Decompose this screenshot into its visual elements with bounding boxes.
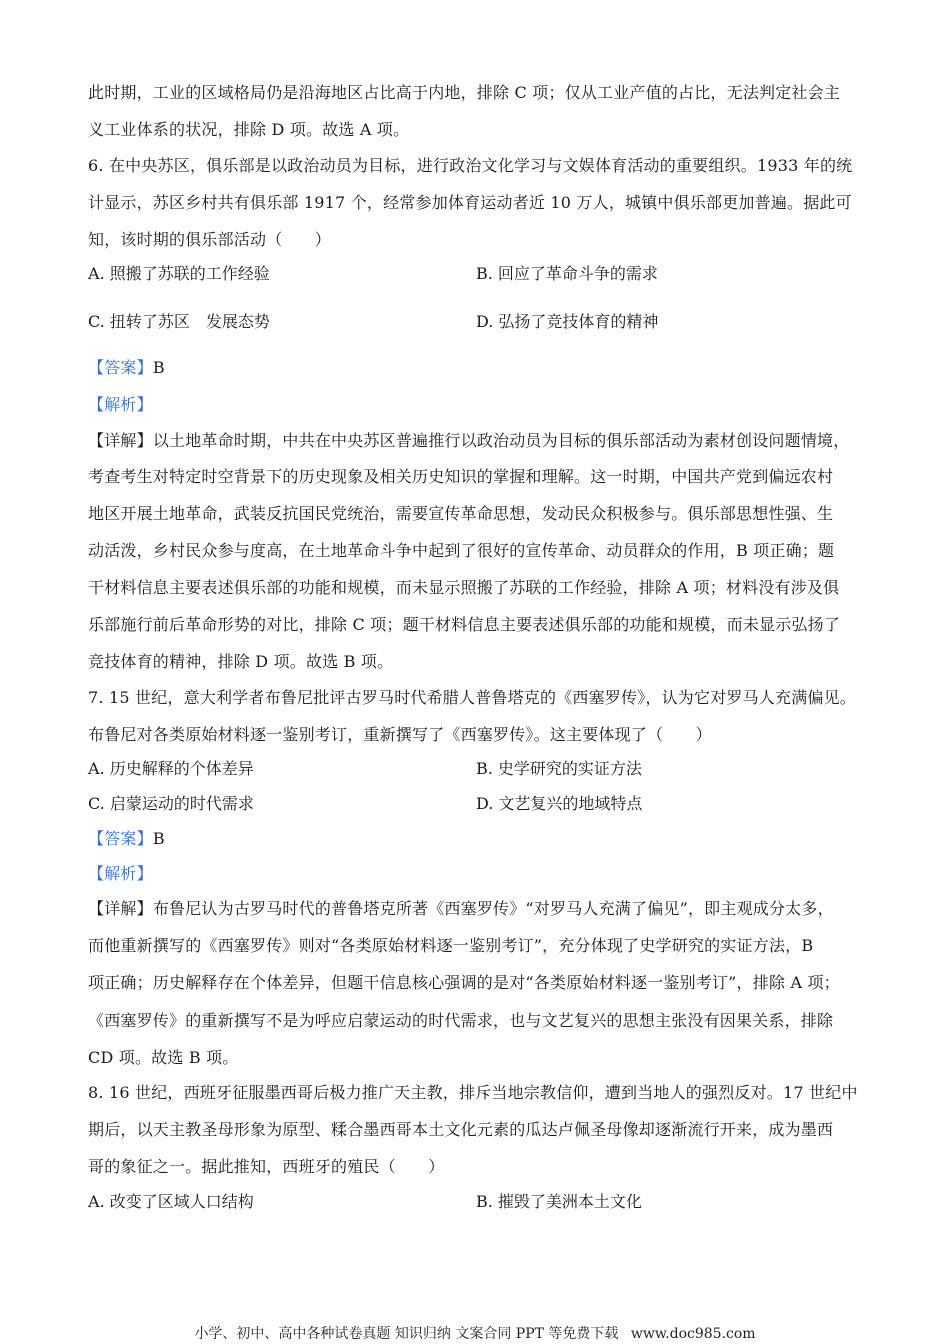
detail-line bbox=[88, 898, 868, 920]
analysis-tag: 【解析】 bbox=[88, 864, 153, 883]
detail-text: 地区开展土地革命，武装反抗国民党统治，需要宣传革命思想，发动民众积极参与。俱乐部思想性强、生 bbox=[88, 504, 834, 523]
question-6-stem: 6. 在中央苏区，俱乐部是以政治动员为目标，进行政治文化学习与文娱体育活动的重要组织。1933 年的统 bbox=[88, 156, 853, 175]
option-c: C. 扭转了苏区 发展态势 bbox=[88, 312, 270, 331]
option-d: D. 文艺复兴的地域特点 bbox=[476, 794, 643, 813]
option-d: D. 弘扬了竞技体育的精神 bbox=[476, 312, 659, 331]
analysis-tag: 【解析】 bbox=[88, 395, 153, 414]
detail-text: 《西塞罗传》的重新撰写不是为呼应启蒙运动的时代需求，也与文艺复兴的思想主张没有因果关系，排除 bbox=[88, 1011, 834, 1030]
detail-text: 布鲁尼认为古罗马时代的普鲁塔克所著《西塞罗传》“对罗马人充满了偏见”，即主观成分太多， bbox=[152, 899, 834, 918]
detail-text: 乐部施行前后革命形势的对比，排除 C 项；题干材料信息主要表述俱乐部的功能和规模，而未显示弘扬了 bbox=[88, 615, 841, 634]
detail-text: CD 项。故选 B 项。 bbox=[88, 1048, 239, 1067]
question-6-stem: 计显示，苏区乡村共有俱乐部 1917 个，经常参加体育运动者近 10 万人，城镇中俱乐部更加普遍。据此可 bbox=[88, 193, 852, 212]
page-footer bbox=[0, 1323, 950, 1343]
option-b: B. 回应了革命斗争的需求 bbox=[476, 264, 658, 283]
answer-value: B bbox=[152, 829, 165, 848]
question-7-stem: 7. 15 世纪，意大利学者布鲁尼批评古罗马时代希腊人普鲁塔克的《西塞罗传》，认为它对罗马人充满偏见。 bbox=[88, 688, 856, 707]
option-a: A. 照搬了苏联的工作经验 bbox=[88, 264, 270, 283]
answer-value: B bbox=[152, 358, 165, 377]
detail-tag: 【详解】 bbox=[88, 899, 153, 918]
detail-text: 考查考生对特定时空背景下的历史现象及相关历史知识的掌握和理解。这一时期，中国共产党到偏远农村 bbox=[88, 467, 834, 486]
answer-line bbox=[88, 357, 868, 379]
option-a: A. 历史解释的个体差异 bbox=[88, 759, 254, 778]
detail-tag: 【详解】 bbox=[88, 431, 153, 450]
detail-text: 而他重新撰写的《西塞罗传》则对“各类原始材料逐一鉴别考订”，充分体现了史学研究的实证方法，B bbox=[88, 936, 814, 955]
question-7-stem: 布鲁尼对各类原始材料逐一鉴别考订，重新撰写了《西塞罗传》。这主要体现了（ ） bbox=[88, 725, 712, 744]
option-c: C. 启蒙运动的时代需求 bbox=[88, 794, 254, 813]
footer-site-link[interactable]: www.doc985.com bbox=[630, 1326, 756, 1342]
question-8-stem: 8. 16 世纪，西班牙征服墨西哥后极力推广天主教，排斥当地宗教信仰，遭到当地人的强烈反对。17 世纪中 bbox=[88, 1083, 858, 1102]
analysis-line bbox=[88, 863, 868, 885]
answer-line bbox=[88, 828, 868, 850]
option-b: B. 摧毁了美洲本土文化 bbox=[476, 1192, 642, 1211]
question-8-stem: 哥的象征之一。据此推知，西班牙的殖民（ ） bbox=[88, 1157, 445, 1176]
answer-tag: 【答案】 bbox=[88, 358, 153, 377]
analysis-line bbox=[88, 394, 868, 416]
detail-text: 竞技体育的精神，排除 D 项。故选 B 项。 bbox=[88, 652, 394, 671]
text-line: 此时期，工业的区域格局仍是沿海地区占比高于内地，排除 C 项；仅从工业产值的占比，无法判定社会主 bbox=[88, 83, 841, 102]
option-a: A. 改变了区域人口结构 bbox=[88, 1192, 254, 1211]
question-8-stem: 期后，以天主教圣母形象为原型、糅合墨西哥本土文化元素的瓜达卢佩圣母像却逐渐流行开来，成为墨西 bbox=[88, 1120, 834, 1139]
question-6-stem: 知，该时期的俱乐部活动（ ） bbox=[88, 230, 332, 249]
detail-text: 项正确；历史解释存在个体差异，但题干信息核心强调的是对“各类原始材料逐一鉴别考订”，排除 A 项； bbox=[88, 973, 840, 992]
text-line: 义工业体系的状况，排除 D 项。故选 A 项。 bbox=[88, 120, 410, 139]
detail-text: 动活泼，乡村民众参与度高，在土地革命斗争中起到了很好的宣传革命、动员群众的作用，B 项正确；题 bbox=[88, 541, 835, 560]
detail-text: 以土地革命时期，中共在中央苏区普遍推行以政治动员为目标的俱乐部活动为素材创设问题情境， bbox=[152, 431, 850, 450]
detail-line bbox=[88, 430, 868, 452]
detail-text: 干材料信息主要表述俱乐部的功能和规模，而未显示照搬了苏联的工作经验，排除 A 项；材料没有涉及俱 bbox=[88, 578, 840, 597]
footer-text: 小学、初中、高中各种试卷真题 知识归纳 文案合同 PPT 等免费下载 bbox=[194, 1326, 619, 1342]
answer-tag: 【答案】 bbox=[88, 829, 153, 848]
option-b: B. 史学研究的实证方法 bbox=[476, 759, 642, 778]
